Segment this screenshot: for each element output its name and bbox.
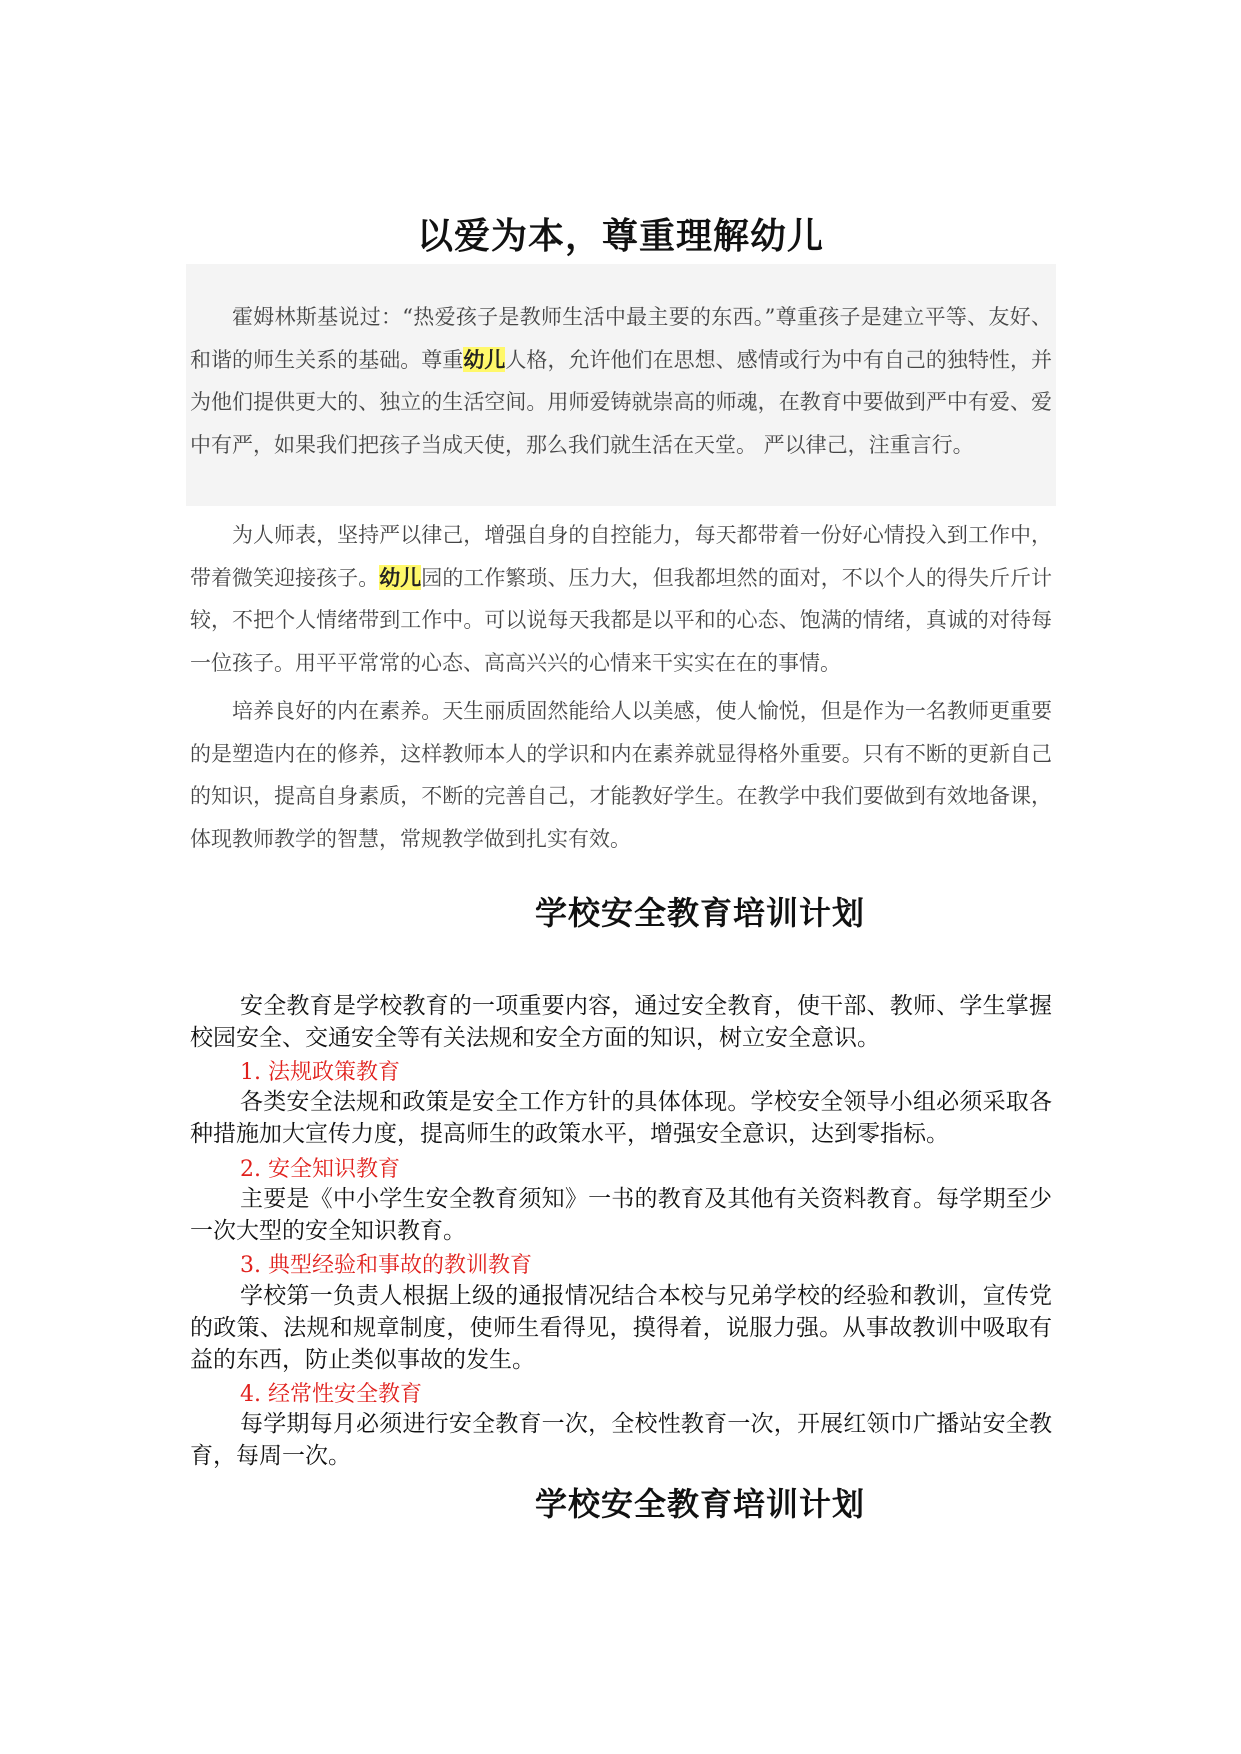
paragraph-3: 培养良好的内在素养。天生丽质固然能给人以美感，使人愉悦，但是作为一名教师更重要的是塑造内在的修养，这样教师本人的学识和内在素养就显得格外重要。只有不断的更新自己的知识，提高自身素质，不断的完善自己，才能教好学生。在教学中我们要做到有效地备课，体现教师教学的智慧，常规教学做到扎实有效。 bbox=[190, 699, 1052, 851]
subsection-1-text: 各类安全法规和政策是安全工作方针的具体体现。学校安全领导小组必须采取各种措施加大宣传力度，提高师生的政策水平，增强安全意识，达到零指标。 bbox=[190, 1089, 1052, 1147]
subheading-2: 2. 安全知识教育 bbox=[240, 1157, 400, 1182]
article-title: 以爱为本，尊重理解幼儿 bbox=[416, 216, 824, 257]
subsection-2-text: 主要是《中小学生安全教育须知》一书的教育及其他有关资料教育。每学期至少一次大型的安全知识教育。 bbox=[190, 1186, 1052, 1244]
section-title: 学校安全教育培训计划 bbox=[534, 894, 865, 932]
paragraph-1-text-a: 霍姆林斯基说过：“热爱孩子是教师生活中最主要的东西。”尊重孩子是建立平等、友好、和谐的师生关系的基础。尊重 bbox=[190, 305, 1052, 372]
subsection-4-text: 每学期每月必须进行安全教育一次，全校性教育一次，开展红领巾广播站安全教育，每周一次。 bbox=[190, 1411, 1052, 1469]
subsection-3-text: 学校第一负责人根据上级的通报情况结合本校与兄弟学校的经验和教训，宣传党的政策、法规和规章制度，使师生看得见，摸得着，说服力强。从事故教训中吸取有益的东西，防止类似事故的发生。 bbox=[190, 1283, 1052, 1373]
paragraph-2-text-b: 园的工作繁琐、压力大，但我都坦然的面对，不以个人的得失斤斤计较，不把个人情绪带到工作中。可以说每天我都是以平和的心态、饱满的情绪，真诚的对待每一位孩子。用平平常常的心态、高高兴兴的心情来干实实在在的事情。 bbox=[190, 565, 1053, 675]
paragraph-2 bbox=[190, 514, 1052, 684]
paragraph-1 bbox=[190, 296, 1052, 466]
highlight-keyword: 幼儿 bbox=[379, 564, 422, 590]
subheading-3: 3. 典型经验和事故的教训教育 bbox=[240, 1253, 532, 1278]
subheading-4: 4. 经常性安全教育 bbox=[240, 1382, 422, 1407]
paragraph-2-text-a: 为人师表，坚持严以律己，增强自身的自控能力，每天都带着一份好心情投入到工作中，带着微笑迎接孩子。 bbox=[190, 523, 1052, 590]
subheading-1: 1. 法规政策教育 bbox=[240, 1060, 400, 1085]
paragraph-1-text-b: 人格，允许他们在思想、感情或行为中有自己的独特性，并为他们提供更大的、独立的生活空间。用师爱铸就崇高的师魂，在教育中要做到严中有爱、爱中有严，如果我们把孩子当成天使，那么我们就生活在天堂。 严以律己，注重言行。 bbox=[190, 347, 1053, 457]
highlight-keyword: 幼儿 bbox=[463, 346, 506, 372]
section-intro: 安全教育是学校教育的一项重要内容，通过安全教育，使干部、教师、学生掌握校园安全、交通安全等有关法规和安全方面的知识，树立安全意识。 bbox=[190, 993, 1052, 1051]
section-title-repeat: 学校安全教育培训计划 bbox=[534, 1485, 865, 1523]
